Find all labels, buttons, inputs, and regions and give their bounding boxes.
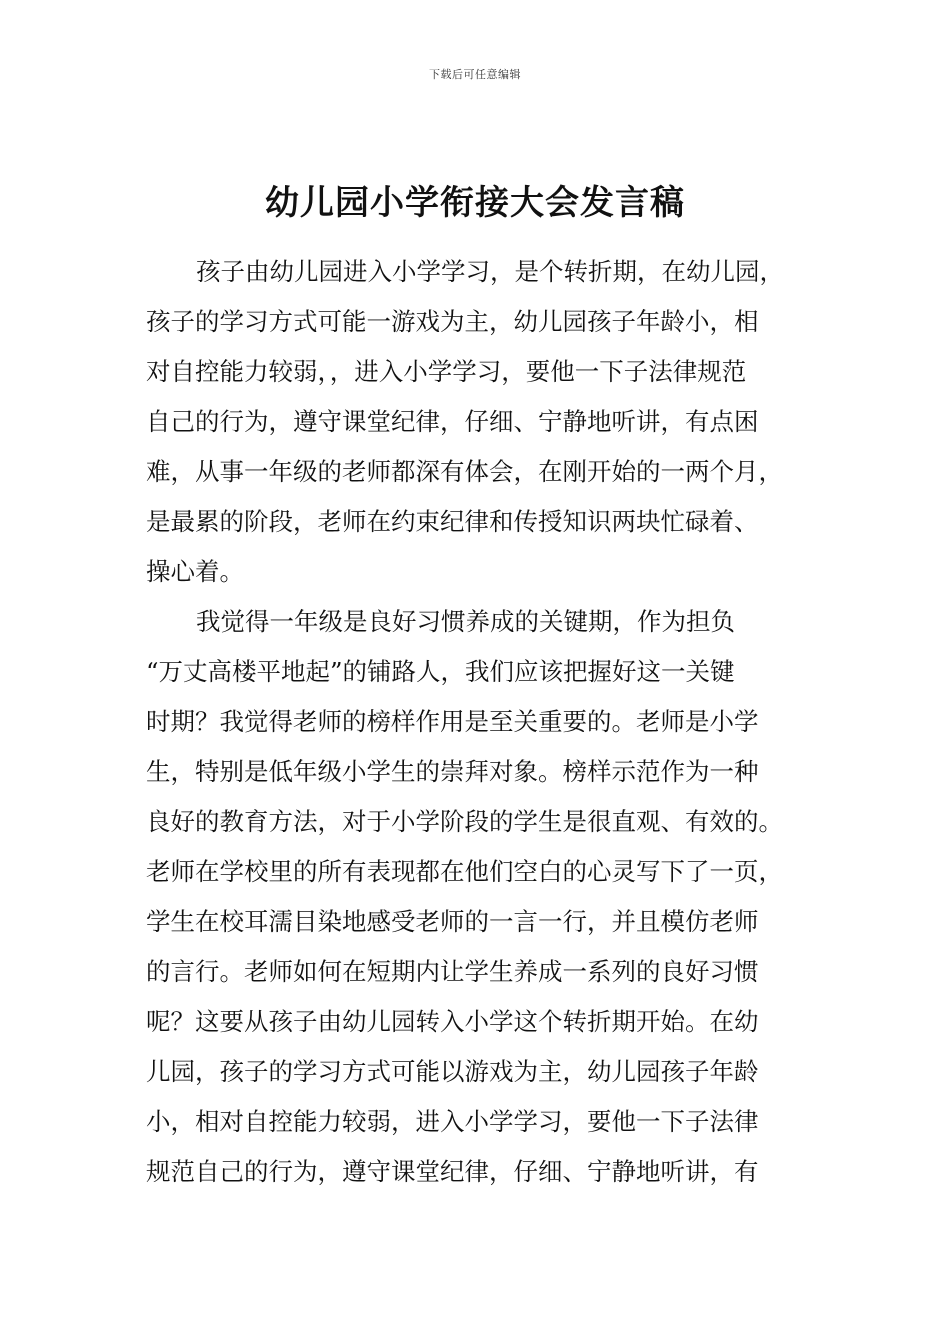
- paragraph-line: 生，特别是低年级小学生的崇拜对象。榜样示范作为一种: [146, 757, 759, 786]
- paragraph-line: 良好的教育方法，对于小学阶段的学生是很直观、有效的。: [146, 807, 783, 836]
- paragraph-line: 时期？我觉得老师的榜样作用是至关重要的。老师是小学: [146, 707, 759, 736]
- paragraph-line: 自己的行为，遵守课堂纪律，仔细、宁静地听讲，有点困: [146, 407, 759, 436]
- paragraph-line: “万丈高楼平地起”的铺路人，我们应该把握好这一关键: [146, 657, 735, 686]
- paragraph-line: 难，从事一年级的老师都深有体会，在刚开始的一两个月，: [146, 457, 783, 486]
- paragraph-line: 孩子的学习方式可能一游戏为主，幼儿园孩子年龄小，相: [146, 307, 759, 336]
- paragraph-line: 呢？这要从孩子由幼儿园转入小学这个转折期开始。在幼: [146, 1007, 759, 1036]
- paragraph-line: 我觉得一年级是良好习惯养成的关键期，作为担负: [196, 607, 735, 636]
- paragraph-1: [146, 247, 808, 597]
- header-note: 下载后可任意编辑: [429, 68, 521, 81]
- paragraph-line: 老师在学校里的所有表现都在他们空白的心灵写下了一页，: [146, 857, 783, 886]
- document-body: [146, 247, 808, 1197]
- document-title: 幼儿园小学衔接大会发言稿: [265, 183, 685, 223]
- paragraph-line: 的言行。老师如何在短期内让学生养成一系列的良好习惯: [146, 957, 759, 986]
- paragraph-2: [146, 597, 808, 1197]
- paragraph-line: 儿园，孩子的学习方式可能以游戏为主，幼儿园孩子年龄: [146, 1057, 759, 1086]
- paragraph-line: 规范自己的行为，遵守课堂纪律，仔细、宁静地听讲，有: [146, 1157, 759, 1186]
- paragraph-line: 孩子由幼儿园进入小学学习，是个转折期，在幼儿园，: [196, 257, 784, 286]
- paragraph-line: 操心着。: [146, 557, 244, 586]
- paragraph-line: 是最累的阶段，老师在约束纪律和传授知识两块忙碌着、: [146, 507, 759, 536]
- paragraph-line: 对自控能力较弱，，进入小学学习，要他一下子法律规范: [146, 357, 747, 386]
- paragraph-line: 小，相对自控能力较弱，进入小学学习，要他一下子法律: [146, 1107, 759, 1136]
- paragraph-line: 学生在校耳濡目染地感受老师的一言一行，并且模仿老师: [146, 907, 759, 936]
